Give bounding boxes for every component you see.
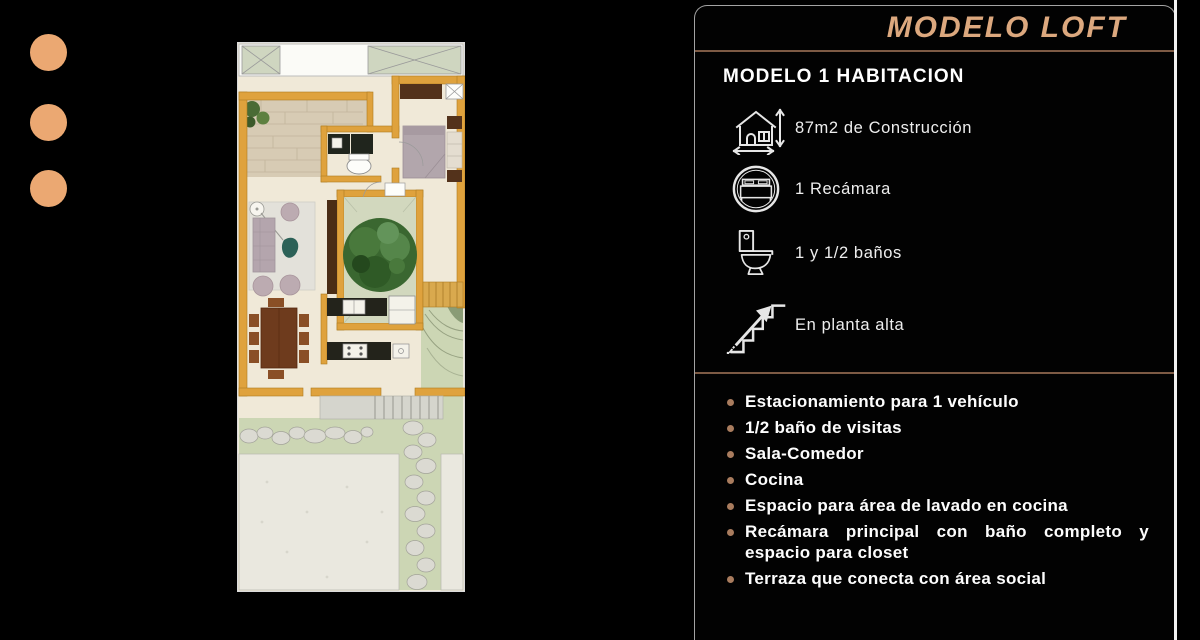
- decor-dot: [30, 34, 67, 71]
- bullet-dot-icon: [727, 451, 734, 458]
- feature-label: En planta alta: [795, 315, 905, 334]
- feature-level: [723, 288, 1151, 362]
- feature-label: 1 Recámara: [795, 179, 891, 198]
- list-item: Terraza que conecta con área social: [727, 569, 1149, 590]
- bullet-dot-icon: [727, 425, 734, 432]
- toilet-icon: [723, 227, 789, 279]
- house-measure-icon: [723, 101, 789, 155]
- page-title: MODELO LOFT: [695, 6, 1175, 52]
- floor-plan: [237, 42, 465, 592]
- bullet-dot-icon: [727, 576, 734, 583]
- feature-bathrooms: [723, 218, 1151, 288]
- list-item: Recámara principal con baño completo y espacio para closet: [727, 522, 1149, 563]
- model-subtitle: MODELO 1 HABITACION: [723, 66, 965, 87]
- list-item: Espacio para área de lavado en cocina: [727, 496, 1149, 517]
- decor-dot: [30, 104, 67, 141]
- list-item: Sala-Comedor: [727, 444, 1149, 465]
- amenities-list: [727, 392, 1149, 589]
- bullet-dot-icon: [727, 399, 734, 406]
- stairs-up-icon: [723, 296, 789, 354]
- list-item: 1/2 baño de visitas: [727, 418, 1149, 439]
- feature-bedrooms: [723, 160, 1151, 218]
- features-section: [695, 52, 1175, 374]
- amenities-section: [695, 374, 1175, 589]
- slide-edge-line: [1174, 0, 1177, 640]
- bullet-dot-icon: [727, 529, 734, 536]
- feature-label: 1 y 1/2 baños: [795, 243, 902, 262]
- floor-plan-drawing: [237, 42, 465, 592]
- feature-label: 87m2 de Construcción: [795, 118, 973, 137]
- bed-icon: [723, 164, 789, 214]
- decor-dot: [30, 170, 67, 207]
- spec-panel: [694, 5, 1176, 640]
- bullet-dot-icon: [727, 503, 734, 510]
- feature-construction: [723, 96, 1151, 160]
- bullet-dot-icon: [727, 477, 734, 484]
- list-item: Cocina: [727, 470, 1149, 491]
- list-item: Estacionamiento para 1 vehículo: [727, 392, 1149, 413]
